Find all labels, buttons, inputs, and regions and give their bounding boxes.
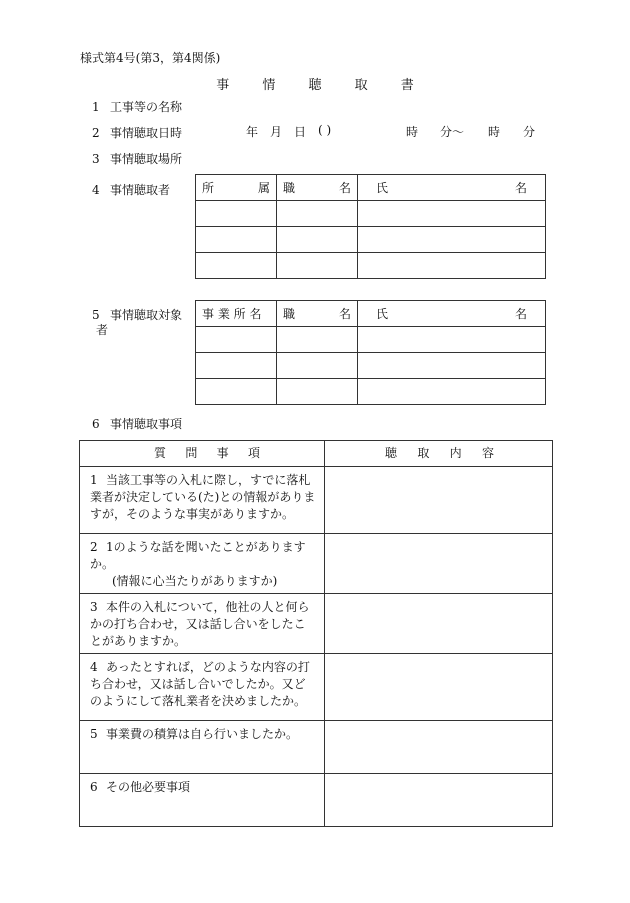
affiliation-cell[interactable] — [196, 227, 277, 253]
affiliation-cell[interactable] — [196, 253, 277, 279]
form-number: 様式第4号(第3，第4関係) — [80, 51, 221, 65]
section-6-interview-items: 6 事情聴取事項 — [92, 417, 183, 431]
question-cell: 5 事業費の積算は自ら行いましたか。 — [80, 721, 325, 774]
question-note: (情報に心当たりがありますか) — [112, 574, 278, 588]
name-cell[interactable] — [358, 379, 546, 405]
answer-cell[interactable] — [325, 774, 553, 827]
name-cell[interactable] — [358, 227, 546, 253]
table-row — [196, 227, 546, 253]
interviewer-table — [195, 174, 546, 279]
hour-start-label: 時 — [406, 125, 419, 139]
section-4-interviewer: 4 事情聴取者 — [92, 183, 171, 197]
minute-end-label: 分 — [523, 125, 536, 139]
position-cell[interactable] — [277, 379, 358, 405]
answer-cell[interactable] — [325, 594, 553, 654]
header-affiliation: 所 属 — [196, 175, 277, 201]
table-row — [196, 201, 546, 227]
title-char: 事 — [216, 78, 230, 93]
weekday-paren: ( ) — [318, 123, 332, 137]
section-2-interview-datetime: 2 事情聴取日時 — [92, 126, 183, 140]
month-label: 月 — [270, 125, 283, 139]
title-char: 情 — [262, 78, 276, 93]
table-row — [196, 353, 546, 379]
question-cell: 6 その他必要事項 — [80, 774, 325, 827]
table-row — [80, 721, 553, 774]
question-cell: 3 本件の入札について，他社の人と何らかの打ち合わせ，又は話し合いをしたことがありますか。 — [80, 594, 325, 654]
name-cell[interactable] — [358, 201, 546, 227]
document-title — [0, 74, 630, 93]
header-position: 職 名 — [277, 175, 358, 201]
table-row — [80, 774, 553, 827]
section-1-project-name: 1 工事等の名称 — [92, 100, 183, 114]
answer-cell[interactable] — [325, 721, 553, 774]
table-header-row — [196, 175, 546, 201]
position-cell[interactable] — [277, 227, 358, 253]
day-label: 日 — [294, 125, 307, 139]
office-cell[interactable] — [196, 327, 277, 353]
section-5-interviewee: 5 事情聴取対象 — [92, 308, 183, 322]
header-office-name: 事 業 所 名 — [196, 301, 277, 327]
table-header-row — [80, 441, 553, 467]
question-cell: 2 1のような話を聞いたことがありますか。 (情報に心当たりがありますか) — [80, 534, 325, 594]
title-char: 取 — [354, 78, 368, 93]
header-name: 氏 名 — [358, 175, 546, 201]
name-cell[interactable] — [358, 253, 546, 279]
table-row — [196, 253, 546, 279]
name-cell[interactable] — [358, 353, 546, 379]
section-5-label-continued: 者 — [96, 323, 109, 337]
minute-tilde-label: 分～ — [440, 125, 465, 139]
answer-cell[interactable] — [325, 654, 553, 721]
table-row — [196, 327, 546, 353]
section-3-interview-place: 3 事情聴取場所 — [92, 152, 183, 166]
title-char: 聴 — [308, 78, 322, 93]
question-cell: 1 当該工事等の入札に際し，すでに落札業者が決定している(た)との情報がありますが，そのような事実がありますか。 — [80, 467, 325, 534]
answer-cell[interactable] — [325, 534, 553, 594]
datetime-fields — [246, 123, 546, 139]
header-questions: 質 問 事 項 — [80, 441, 325, 467]
answer-cell[interactable] — [325, 467, 553, 534]
office-cell[interactable] — [196, 379, 277, 405]
hour-end-label: 時 — [488, 125, 501, 139]
position-cell[interactable] — [277, 327, 358, 353]
table-row — [80, 654, 553, 721]
affiliation-cell[interactable] — [196, 201, 277, 227]
title-char: 書 — [400, 78, 414, 93]
name-cell[interactable] — [358, 327, 546, 353]
table-row — [80, 534, 553, 594]
office-cell[interactable] — [196, 353, 277, 379]
year-label: 年 — [246, 125, 259, 139]
position-cell[interactable] — [277, 253, 358, 279]
table-row — [80, 594, 553, 654]
interviewee-table — [195, 300, 546, 405]
position-cell[interactable] — [277, 353, 358, 379]
position-cell[interactable] — [277, 201, 358, 227]
table-row — [80, 467, 553, 534]
header-answers: 聴 取 内 容 — [325, 441, 553, 467]
table-header-row — [196, 301, 546, 327]
question-cell: 4 あったとすれば，どのような内容の打ち合わせ，又は話し合いでしたか。又どのようにして落札業者を決めましたか。 — [80, 654, 325, 721]
question-table — [79, 440, 553, 827]
header-position: 職 名 — [277, 301, 358, 327]
table-row — [196, 379, 546, 405]
header-name: 氏 名 — [358, 301, 546, 327]
